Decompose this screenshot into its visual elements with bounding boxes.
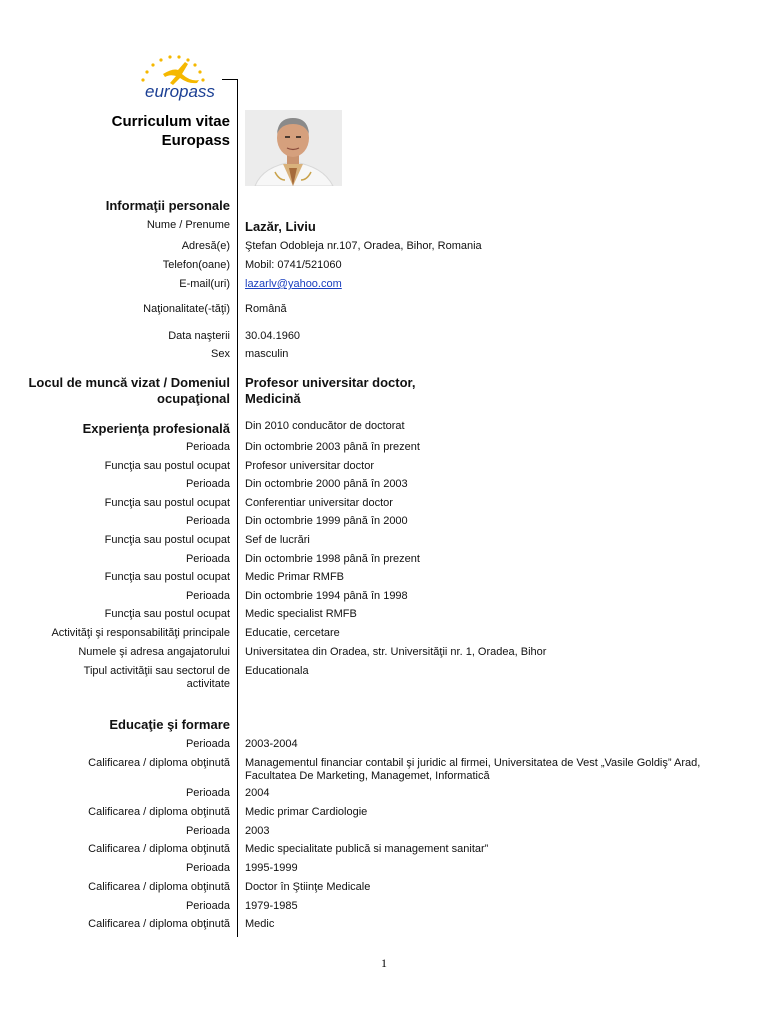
- education-qualification-line: Medic specialitate publică si management sanitar”: [245, 843, 489, 855]
- profile-photo: [245, 110, 342, 186]
- birth-label: Data naşterii: [168, 330, 230, 342]
- job-target-label: [28, 375, 230, 407]
- education-period-value: 1979-1985: [245, 899, 298, 912]
- education-qualification-line: Medic: [245, 918, 275, 930]
- sector-label: [84, 665, 230, 691]
- experience-row-label: Perioada: [185, 478, 230, 490]
- education-period-value: 2003: [245, 824, 270, 837]
- experience-row-value: Medic Primar RMFB: [245, 571, 345, 583]
- email-label: E-mail(uri): [179, 278, 230, 290]
- education-qualification-value: [245, 918, 715, 931]
- experience-row-value: Medic specialist RMFB: [245, 608, 357, 620]
- education-period-value: 2003-2004: [245, 738, 298, 750]
- education-qualification-label: Calificarea / diploma obţinută: [88, 806, 230, 818]
- experience-row-label: Perioada: [185, 441, 230, 453]
- experience-row-value: Sef de lucrări: [245, 534, 310, 546]
- education-period-label: Perioada: [185, 824, 230, 837]
- header-rule: [222, 79, 238, 80]
- education-period-label: Perioada: [185, 738, 230, 750]
- sector-value: Educationala: [245, 665, 309, 677]
- page-number: 1: [381, 956, 387, 970]
- experience-row-value: Din octombrie 2003 până în prezent: [245, 441, 420, 453]
- title-line-1: Curriculum vitae: [111, 113, 230, 130]
- education-period-value: 1995-1999: [245, 862, 298, 875]
- education-period-label: Perioada: [185, 787, 230, 800]
- education-qualification-value: [245, 881, 715, 894]
- sex-label: Sex: [211, 348, 230, 360]
- education-qualification-line: Doctor în Ştiinţe Medicale: [245, 881, 371, 893]
- experience-row-value: Din octombrie 1998 până în prezent: [245, 553, 420, 565]
- nationality-label: Naţionalitate(-tăţi): [143, 303, 230, 315]
- experience-intro: Din 2010 conducător de doctorat: [245, 420, 405, 432]
- education-qualification-value: [245, 843, 715, 856]
- section-heading-personal: Informaţii personale: [105, 198, 230, 213]
- education-period-label: Perioada: [185, 899, 230, 912]
- experience-row-label: Funcţia sau postul ocupat: [104, 497, 230, 509]
- phone-label: Telefon(oane): [162, 259, 230, 271]
- education-qualification-label: Calificarea / diploma obţinută: [88, 843, 230, 855]
- cv-title: [112, 112, 230, 150]
- nationality-value: Română: [245, 303, 287, 315]
- address-value: Ştefan Odobleja nr.107, Oradea, Bihor, Romania: [245, 240, 482, 252]
- experience-row-value: Din octombrie 1999 până în 2000: [245, 515, 408, 527]
- experience-row-label: Numele şi adresa angajatorului: [78, 646, 230, 658]
- experience-row-value: Din octombrie 1994 până în 1998: [245, 590, 408, 602]
- education-qualification-line: Managementul financiar contabil şi juridic al firmei, Universitatea de Vest „Vasile Goldiş” Arad,: [245, 757, 701, 769]
- experience-row-label: Funcţia sau postul ocupat: [104, 534, 230, 546]
- experience-row-value: Din octombrie 2000 până în 2003: [245, 478, 408, 490]
- name-label: Nume / Prenume: [146, 219, 230, 231]
- education-qualification-value: [245, 757, 715, 783]
- section-heading-education: Educaţie şi formare: [109, 717, 230, 732]
- email-link[interactable]: lazarlv@yahoo.com: [245, 278, 342, 290]
- education-qualification-value: [245, 806, 715, 819]
- section-heading-experience: Experienţa profesională: [82, 421, 230, 436]
- job-target-label-line-1: Locul de muncă vizat / Domeniul: [28, 375, 230, 390]
- experience-row-label: Funcţia sau postul ocupat: [104, 571, 230, 583]
- experience-row-value: Conferentiar universitar doctor: [245, 497, 393, 509]
- sector-label-line-1: Tipul activităţii sau sectorul de: [83, 665, 230, 677]
- birth-value: 30.04.1960: [245, 330, 301, 342]
- column-divider: [237, 79, 238, 937]
- education-period-label: Perioada: [185, 862, 230, 875]
- logo-text: europass: [145, 82, 215, 101]
- phone-value: Mobil: 0741/521060: [245, 259, 342, 271]
- experience-row-label: Activităţi şi responsabilităţi principale: [51, 627, 230, 639]
- education-qualification-line: Medic primar Cardiologie: [245, 806, 368, 818]
- experience-row-label: Perioada: [185, 553, 230, 565]
- address-label: Adresă(e): [181, 240, 230, 252]
- education-period-value: 2004: [245, 787, 270, 800]
- job-target-value: [245, 375, 715, 407]
- experience-row-value: Profesor universitar doctor: [245, 460, 374, 472]
- experience-row-value: Universitatea din Oradea, str. Universităţii nr. 1, Oradea, Bihor: [245, 646, 547, 658]
- job-target-value-line-1: Profesor universitar doctor,: [245, 375, 416, 390]
- education-qualification-label: Calificarea / diploma obţinută: [88, 918, 230, 930]
- experience-row-label: Perioada: [185, 515, 230, 527]
- title-line-2: Europass: [161, 132, 230, 149]
- education-qualification-label: Calificarea / diploma obţinută: [88, 881, 230, 893]
- name-value: Lazăr, Liviu: [245, 219, 316, 234]
- experience-row-label: Funcţia sau postul ocupat: [104, 608, 230, 620]
- education-qualification-label: Calificarea / diploma obţinută: [88, 757, 230, 769]
- education-qualification-line: Facultatea De Marketing, Managemet, Informatică: [245, 770, 490, 782]
- job-target-value-line-2: Medicină: [245, 391, 301, 406]
- sex-value: masculin: [245, 348, 289, 360]
- europass-logo: [133, 52, 243, 102]
- sector-label-line-2: activitate: [186, 678, 230, 690]
- experience-row-label: Funcţia sau postul ocupat: [104, 460, 230, 472]
- experience-row-value: Educatie, cercetare: [245, 627, 340, 639]
- experience-row-label: Perioada: [185, 590, 230, 602]
- job-target-label-line-2: ocupaţional: [157, 391, 230, 406]
